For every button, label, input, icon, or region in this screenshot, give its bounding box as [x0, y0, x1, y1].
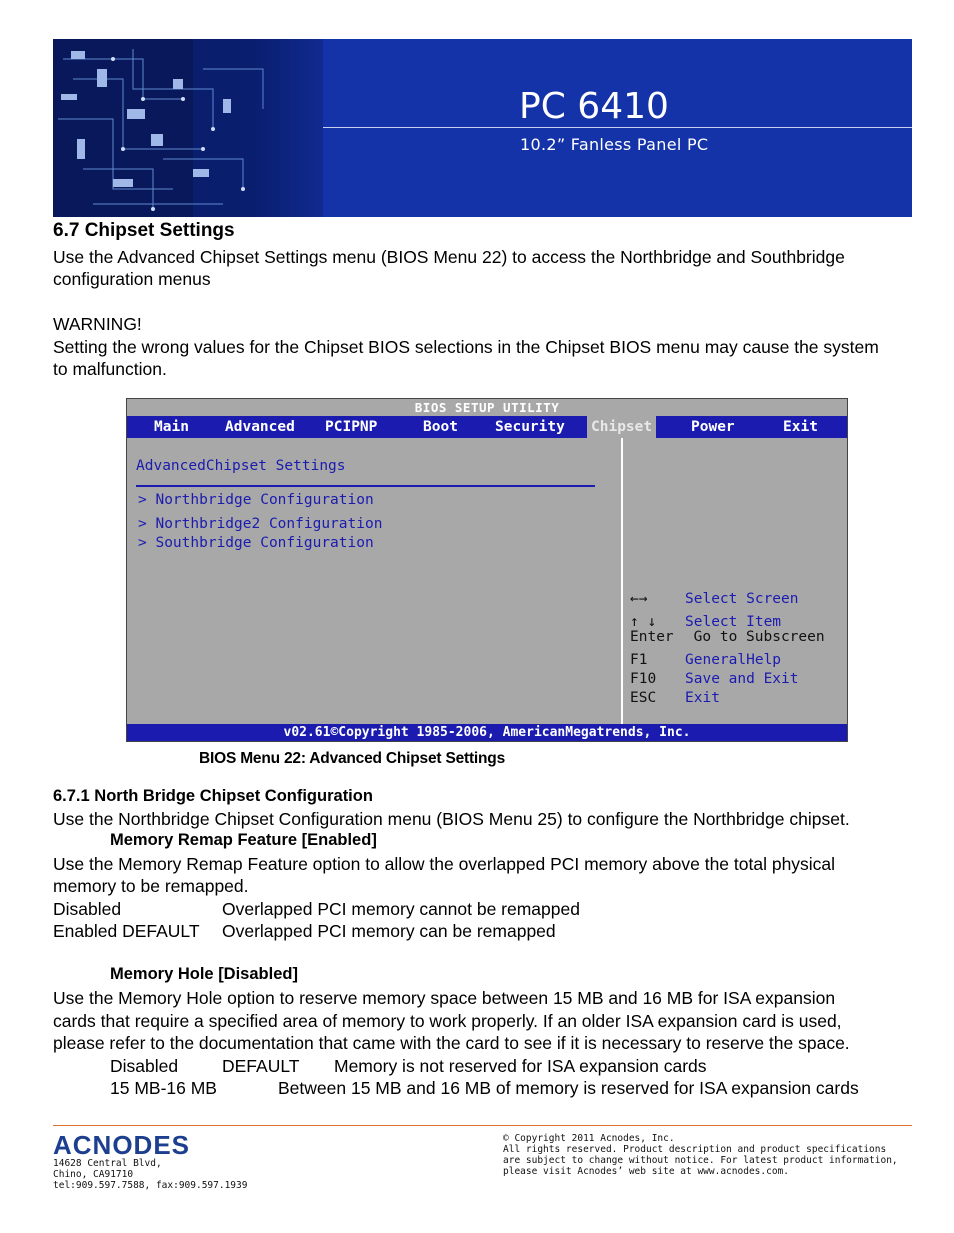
hole-option-disabled: Disabled [110, 1056, 179, 1076]
address-line-2: Chino, CA91710 [53, 1169, 134, 1180]
hole-option-15-16mb-desc: Between 15 MB and 16 MB of memory is reserved for ISA expansion cards [278, 1078, 859, 1098]
help-desc-select-screen: Select Screen [685, 591, 799, 607]
bios-copyright-bar: v02.61©Copyright 1985-2006, AmericanMegatrends, Inc. [127, 724, 847, 741]
subsection-heading: 6.7.1 North Bridge Chipset Configuration [53, 787, 373, 805]
memory-remap-line-1: Use the Memory Remap Feature option to allow the overlapped PCI memory above the total physical [53, 854, 836, 874]
memory-hole-line-3: please refer to the documentation that came with the card to see if it is necessary to reserve the space. [53, 1033, 850, 1053]
figure-caption: BIOS Menu 22: Advanced Chipset Settings [199, 750, 505, 767]
help-desc-subscreen: Go to Subscreen [693, 629, 825, 645]
hole-option-15-16mb: 15 MB-16 MB [110, 1078, 217, 1098]
bios-item-northbridge[interactable] [138, 492, 374, 510]
copyright-line-4: please visit Acnodes’ web site at www.acnodes.com. [503, 1166, 789, 1177]
bios-menu-exit[interactable]: Exit [783, 419, 818, 435]
copyright-line-3: are subject to change without notice. For latest product information, [503, 1155, 898, 1166]
help-key-arrows-ud: ↑ ↓ [630, 614, 657, 630]
bios-menu-main[interactable]: Main [154, 419, 189, 435]
warning-line-2: to malfunction. [53, 359, 167, 379]
memory-hole-line-1: Use the Memory Hole option to reserve memory space between 15 MB and 16 MB for ISA expansion [53, 988, 836, 1008]
section-heading: 6.7 Chipset Settings [53, 220, 235, 241]
product-title: PC 6410 [519, 86, 669, 127]
product-subtitle: 10.2” Fanless Panel PC [520, 135, 709, 154]
remap-option-enabled: Enabled DEFAULT [53, 921, 200, 941]
memory-hole-line-2: cards that require a specified area of memory to work properly. If an older ISA expansion card is used, [53, 1011, 842, 1031]
copyright-line-2: All rights reserved. Product description and product specifications [503, 1144, 887, 1155]
help-row-enter [630, 629, 830, 647]
help-key-arrows-lr: ←→ [630, 591, 648, 607]
hole-option-disabled-desc: Memory is not reserved for ISA expansion cards [334, 1056, 707, 1076]
bios-item-southbridge[interactable]: > Southbridge Configuration [138, 535, 374, 551]
hole-option-disabled-default: DEFAULT [222, 1056, 300, 1076]
remap-option-disabled-desc: Overlapped PCI memory cannot be remapped [222, 899, 580, 919]
footer-rule [53, 1125, 912, 1126]
bios-panel-divider [621, 438, 623, 724]
help-desc-general-help: GeneralHelp [685, 652, 782, 668]
intro-line-2: configuration menus [53, 269, 211, 289]
intro-line-1: Use the Advanced Chipset Settings menu (BIOS Menu 22) to access the Northbridge and Southbridge [53, 247, 845, 267]
bios-menu-advanced[interactable]: Advanced [225, 419, 295, 435]
help-desc-exit: Exit [685, 690, 720, 706]
help-key-f10: F10 [630, 671, 657, 687]
memory-remap-line-2: memory to be remapped. [53, 876, 249, 896]
address-line-3: tel:909.597.7588, fax:909.597.1939 [53, 1180, 248, 1191]
acnodes-logo [53, 1130, 213, 1158]
bios-menu-boot[interactable]: Boot [423, 419, 458, 435]
help-desc-save-exit: Save and Exit [685, 671, 799, 687]
copyright-line-1: © Copyright 2011 Acnodes, Inc. [503, 1133, 675, 1144]
bios-item-northbridge2[interactable]: > Northbridge2 Configuration [138, 516, 383, 532]
help-key-f1: F1 [630, 652, 648, 668]
warning-label: WARNING! [53, 314, 142, 334]
bios-panel-title: AdvancedChipset Settings [136, 458, 346, 474]
memory-remap-heading: Memory Remap Feature [Enabled] [110, 831, 377, 849]
header-banner [53, 39, 912, 217]
banner-fade [253, 39, 373, 217]
svg-text:ACNODES: ACNODES [53, 1130, 191, 1160]
memory-hole-heading: Memory Hole [Disabled] [110, 965, 298, 983]
help-key-enter: Enter [630, 629, 674, 645]
bios-menu-security[interactable]: Security [495, 419, 565, 435]
help-desc-select-item: Select Item [685, 614, 782, 630]
help-key-esc: ESC [630, 690, 657, 706]
bios-screenshot [126, 398, 848, 742]
subsection-intro: Use the Northbridge Chipset Configuration menu (BIOS Menu 25) to configure the Northbridge chipset. [53, 809, 850, 829]
bios-menu-chipset[interactable]: Chipset [587, 416, 656, 438]
remap-option-enabled-desc: Overlapped PCI memory can be remapped [222, 921, 556, 941]
bios-menu-power[interactable]: Power [691, 419, 735, 435]
address-line-1: 14628 Central Blvd, [53, 1158, 162, 1169]
banner-divider-line [323, 127, 912, 128]
bios-menu-pcipnp[interactable]: PCIPNP [325, 419, 378, 435]
bios-title: BIOS SETUP UTILITY [414, 400, 560, 415]
bios-panel-rule [136, 485, 595, 487]
remap-option-disabled: Disabled [53, 899, 122, 919]
bios-menu-bar [127, 416, 847, 438]
warning-line-1: Setting the wrong values for the Chipset BIOS selections in the Chipset BIOS menu may cause the system [53, 337, 879, 357]
bios-item-northbridge-label: > Northbridge Configuration [138, 492, 374, 508]
